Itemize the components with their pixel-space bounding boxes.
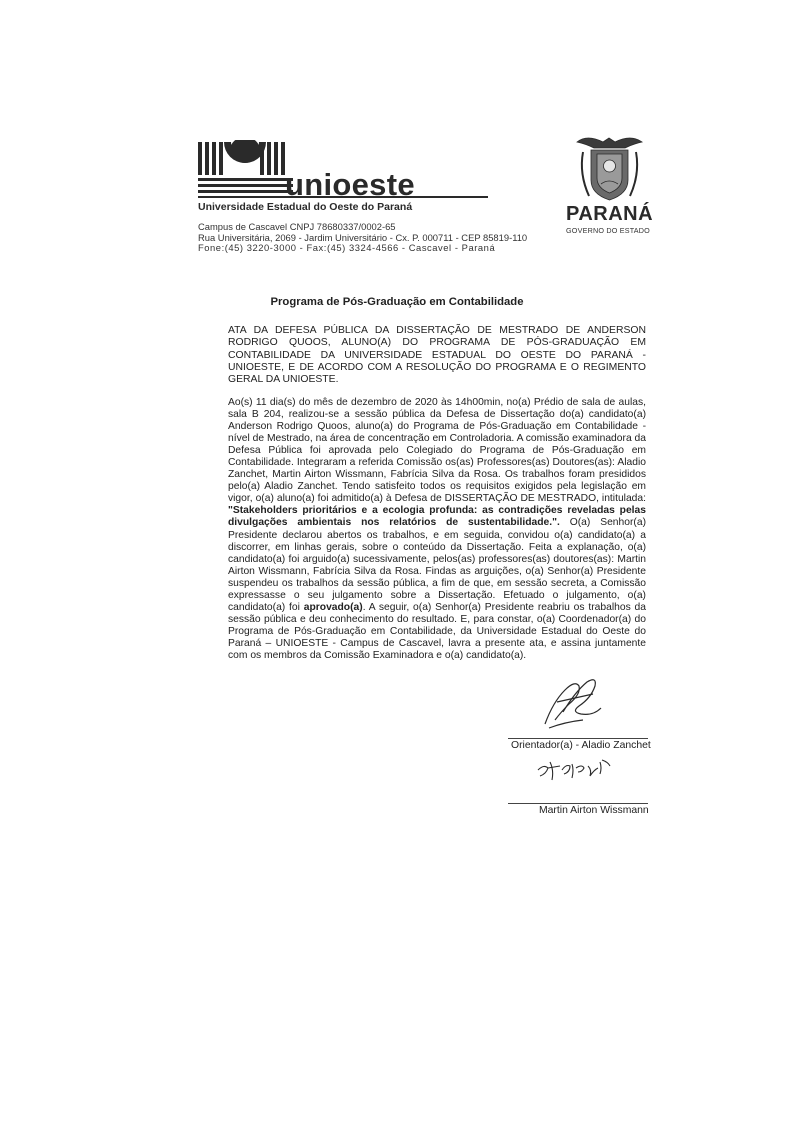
minutes-body [228, 397, 646, 662]
university-name: Universidade Estadual do Oeste do Paraná [198, 201, 413, 213]
signature-mark-1 [535, 672, 610, 732]
signature-line-1 [508, 738, 648, 739]
signature-name-2: Martin Airton Wissmann [539, 805, 649, 816]
address-line-2: Rua Universitária, 2069 - Jardim Universitário - Cx. P. 000711 - CEP 85819-110 [198, 232, 528, 243]
parana-coat-of-arms [567, 134, 652, 204]
body-text-part-3: . A seguir, o(a) Senhor(a) Presidente reabriu os trabalhos da sessão pública e deu conhecimento do resultado. E, para constar, o(a) Coordenador(a) do Programa de Pós-Graduação em Contabilidade, da Universidade Estadual do Oeste do Paraná – UNIOESTE - Campus de Cascavel, lavra a presente ata, e assina juntamente com os membros da Comissão Examinadora e o(a) candidato(a). [228, 601, 646, 661]
state-government-label: GOVERNO DO ESTADO [566, 226, 650, 235]
result-text: aprovado(a) [303, 601, 363, 613]
logo-wordmark: unioeste [285, 167, 415, 202]
signature-mark-2 [536, 756, 616, 782]
signature-line-2 [508, 803, 648, 804]
program-title: Programa de Pós-Graduação em Contabilidade [270, 296, 524, 308]
body-text-part-1: Ao(s) 11 dia(s) do mês de dezembro de 2020 às 14h00min, no(a) Prédio de sala de aulas, sala B 204, realizou-se a sessão pública da Defesa de Dissertação do(a) candidato(a) Anderson Rodrigo Quoos, aluno(a) do Programa de Pós-Graduação em Contabilidade - nível de Mestrado, na área de concentração em Controladoria. A comissão examinadora da Defesa Pública foi aprovada pelo Colegiado do Programa de Pós-Graduação em Contabilidade. Integraram a referida Comissão os(as) Professores(as) Doutores(as): Aladio Zanchet, Martin Airton Wissmann, Fabrícia Silva da Rosa. Os trabalhos foram presididos pelo(a) Aladio Zanchet. Tendo satisfeito todos os requisitos exigidos pela legislação em vigor, o(a) aluno(a) foi admitido(a) à Defesa de DISSERTAÇÃO DE MESTRADO, intitulada: [228, 397, 646, 505]
address-line-3: Fone:(45) 3220-3000 - Fax:(45) 3324-4566 - Cascavel - Paraná [198, 242, 496, 253]
state-wordmark: PARANÁ [566, 203, 654, 225]
address-line-1: Campus de Cascavel CNPJ 78680337/0002-65 [198, 221, 396, 232]
minutes-heading: ATA DA DEFESA PÚBLICA DA DISSERTAÇÃO DE MESTRADO DE ANDERSON RODRIGO QUOOS, ALUNO(A) DO PROGRAMA DE PÓS-GRADUAÇÃO EM CONTABILIDADE DA UNIVERSIDADE ESTADUAL DO OESTE DO PARANÁ - UNIOESTE, E DE ACORDO COM A RESOLUÇÃO DO PROGRAMA E O REGIMENTO GERAL DA UNIOESTE. [228, 325, 646, 386]
body-text-part-2: O(a) Senhor(a) Presidente declarou abertos os trabalhos, e em seguida, convidou o(a) candidato(a) a discorrer, em linhas gerais, sobre o conteúdo da Dissertação. Feita a explanação, o(a) candidato(a) foi arguido(a) sucessivamente, pelos(as) professores(as) doutores(as): Martin Airton Wissmann, Fabrícia Silva da Rosa. Findas as arguições, o(a) Senhor(a) Presidente suspendeu os trabalhos da sessão pública, a fim de que, em sessão secreta, a Comissão expressasse o seu julgamento sobre a Dissertação. Efetuado o julgamento, o(a) candidato(a) foi [228, 517, 646, 613]
dissertation-title: "Stakeholders prioritários e a ecologia profunda: as contradições reveladas pelas divulgações ambientais nos relatórios de sustentabilidade.". [228, 505, 646, 529]
signature-name-1: Orientador(a) - Aladio Zanchet [511, 740, 651, 751]
